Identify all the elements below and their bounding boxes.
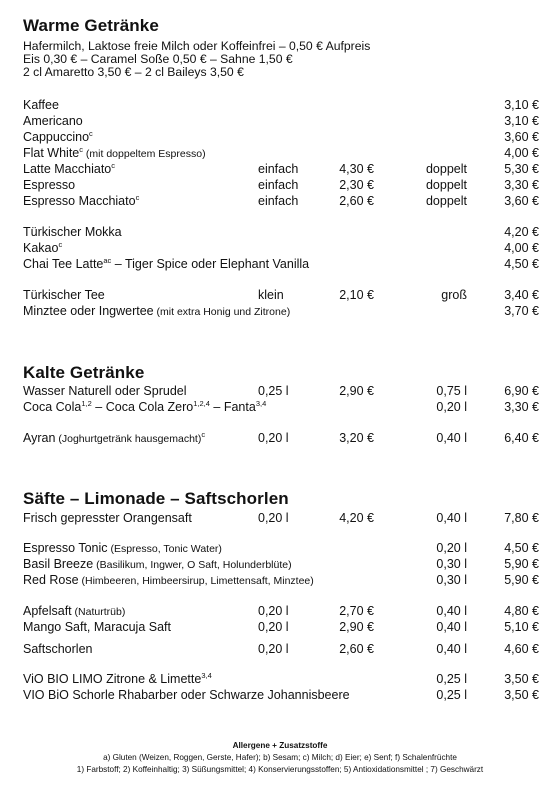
size-large: 0,25 l (436, 672, 467, 686)
item-name: Minztee oder Ingwertee (mit extra Honig und Zitrone) (23, 304, 291, 318)
item-description: (mit doppeltem Espresso) (83, 148, 206, 160)
item-name: Wasser Naturell oder Sprudel (23, 384, 187, 398)
section-title-warm: Warme Getränke (23, 16, 159, 35)
item-name: Latte Macchiato$^c$ (23, 161, 115, 176)
menu-item-row (0, 603, 560, 619)
menu-item-row (0, 671, 560, 687)
menu-item-row (0, 287, 560, 303)
item-name: Espresso (23, 178, 76, 192)
item-name: Espresso Tonic (Espresso, Tonic Water) (23, 541, 222, 555)
item-name: Apfelsaft (Naturtrüb) (23, 604, 126, 618)
price: 4,80 € (504, 604, 539, 618)
item-name: Türkischer Mokka (23, 225, 122, 239)
size-small: 0,20 l (258, 511, 289, 525)
item-name: Frisch gepresster Orangensaft (23, 511, 192, 525)
item-name: Espresso Macchiato$^c$ (23, 193, 140, 208)
item-name: Cappuccino$^c$ (23, 129, 93, 144)
allergen-code: 1,2 (81, 399, 92, 408)
price-small: 2,60 € (339, 194, 374, 208)
menu-item-row (0, 240, 560, 256)
size-large: 0,20 l (436, 400, 467, 414)
size-small: klein (258, 288, 284, 302)
price: 3,50 € (504, 672, 539, 686)
item-description: (Joghurtgetränk hausgemacht) (55, 433, 202, 445)
item-name: Kaffee (23, 98, 59, 112)
size-large: doppelt (425, 194, 467, 208)
size-large: 0,40 l (436, 511, 467, 525)
size-large: 0,40 l (436, 604, 467, 618)
price: 7,80 € (504, 511, 539, 525)
intro-line: Hafermilch, Laktose freie Milch oder Koffeinfrei – 0,50 € Aufpreis (23, 39, 371, 53)
size-large: 0,30 l (436, 573, 467, 587)
price: 4,60 € (504, 642, 539, 656)
price-small: 2,30 € (339, 178, 374, 192)
item-name: Flat White$^c$ (mit doppeltem Espresso) (23, 145, 206, 160)
size-large: 0,30 l (436, 557, 467, 571)
price: 6,90 € (504, 384, 539, 398)
menu-item-row (0, 256, 560, 272)
price: 5,30 € (504, 162, 539, 176)
menu-item-row (0, 399, 560, 415)
price-small: 2,60 € (339, 642, 374, 656)
menu-item-row (0, 641, 560, 657)
price-small: 4,20 € (339, 511, 374, 525)
size-large: 0,40 l (436, 642, 467, 656)
size-small: 0,20 l (258, 642, 289, 656)
price-small: 2,70 € (339, 604, 374, 618)
size-small: einfach (258, 162, 299, 176)
item-description: (Basilikum, Ingwer, O Saft, Holunderblüte) (93, 559, 292, 571)
price: 3,40 € (504, 288, 539, 302)
price: 5,10 € (504, 620, 539, 634)
size-large: 0,20 l (436, 541, 467, 555)
item-description: (Naturtrüb) (71, 606, 126, 618)
price: 3,30 € (504, 400, 539, 414)
size-small: 0,20 l (258, 604, 289, 618)
allergen-code: c (79, 145, 84, 154)
size-small: 0,20 l (258, 620, 289, 634)
price: 6,40 € (504, 431, 539, 445)
price: 3,70 € (504, 304, 539, 318)
price-small: 2,90 € (339, 620, 374, 634)
price: 3,60 € (504, 194, 539, 208)
warm-intro (23, 40, 370, 79)
price-small: 2,90 € (339, 384, 374, 398)
size-large: 0,25 l (436, 688, 467, 702)
item-name: Mango Saft, Maracuja Saft (23, 620, 171, 634)
menu-item-row (0, 193, 560, 209)
price: 5,90 € (504, 557, 539, 571)
menu-item-row (0, 556, 560, 572)
intro-line: 2 cl Amaretto 3,50 € – 2 cl Baileys 3,50 € (23, 65, 244, 79)
item-name: Türkischer Tee (23, 288, 105, 302)
size-large: doppelt (425, 178, 467, 192)
item-description: (mit extra Honig und Zitrone) (153, 306, 291, 318)
menu-item-row (0, 177, 560, 193)
price: 4,50 € (504, 257, 539, 271)
price-small: 3,20 € (339, 431, 374, 445)
menu-item-row (0, 572, 560, 588)
item-name: Coca Cola$^{1,2}$ – Coca Cola Zero$^{1,2,4}$ – Fanta$^{3,4}$ (23, 399, 267, 414)
allergen-code: c (111, 161, 115, 170)
section-title-juice: Säfte – Limonade – Saftschorlen (23, 489, 289, 508)
item-name: Ayran (Joghurtgetränk hausgemacht)$^c$ (23, 430, 206, 445)
menu-item-row (0, 383, 560, 399)
menu-item-row (0, 687, 560, 703)
allergen-footer (0, 740, 560, 776)
menu-item-row (0, 430, 560, 446)
allergen-code: c (201, 430, 206, 439)
item-name: Chai Tee Latte$^{ac}$ – Tiger Spice oder Elephant Vanilla (23, 256, 310, 271)
footer-allergens: a) Gluten (Weizen, Roggen, Gerste, Hafer); b) Sesam; c) Milch; d) Eier; e) Senf; f) Schalenfrüchte (103, 753, 457, 762)
menu-item-row (0, 161, 560, 177)
allergen-code: c (58, 240, 63, 249)
price: 5,90 € (504, 573, 539, 587)
size-large: groß (441, 288, 467, 302)
menu-item-row (0, 540, 560, 556)
item-name: Red Rose (Himbeeren, Himbeersirup, Limettensaft, Minztee) (23, 573, 314, 587)
menu-item-row (0, 145, 560, 161)
price: 3,50 € (504, 688, 539, 702)
menu-item-row (0, 303, 560, 319)
allergen-code: 3,4 (255, 399, 267, 408)
allergen-code: c (89, 129, 93, 138)
item-name: Kakao$^c$ (23, 240, 63, 255)
price: 4,50 € (504, 541, 539, 555)
intro-line: Eis 0,30 € – Caramel Soße 0,50 € – Sahne 1,50 € (23, 52, 293, 66)
allergen-code: ac (103, 256, 112, 265)
item-description: (Himbeeren, Himbeersirup, Limettensaft, Minztee) (78, 575, 314, 587)
menu-item-row (0, 510, 560, 526)
footer-additives: 1) Farbstoff; 2) Koffeinhaltig; 3) Süßungsmittel; 4) Konservierungsstoffen; 5) Antioxidationsmittel ; 7) Geschwärzt (76, 765, 484, 774)
size-small: 0,20 l (258, 431, 289, 445)
allergen-code: 3,4 (201, 671, 212, 680)
size-small: 0,25 l (258, 384, 289, 398)
item-name: Basil Breeze (Basilikum, Ingwer, O Saft, Holunderblüte) (23, 557, 292, 571)
price: 3,60 € (504, 130, 539, 144)
menu-item-row (0, 224, 560, 240)
price-small: 4,30 € (339, 162, 374, 176)
size-small: einfach (258, 194, 299, 208)
menu-item-row (0, 97, 560, 113)
item-name: VIO BiO Schorle Rhabarber oder Schwarze Johannisbeere (23, 688, 350, 702)
allergen-code: 1,2,4 (193, 399, 210, 408)
price-small: 2,10 € (339, 288, 374, 302)
footer-title: Allergene + Zusatzstoffe (232, 741, 328, 750)
item-name: ViO BIO LIMO Zitrone & Limette$^{3,4}$ (23, 671, 212, 686)
item-description: (Espresso, Tonic Water) (107, 543, 222, 555)
section-title-cold: Kalte Getränke (23, 363, 145, 382)
price: 3,30 € (504, 178, 539, 192)
size-large: 0,75 l (436, 384, 467, 398)
price: 3,10 € (504, 98, 539, 112)
size-large: doppelt (425, 162, 467, 176)
price: 4,00 € (504, 241, 539, 255)
price: 3,10 € (504, 114, 539, 128)
menu-item-row (0, 619, 560, 635)
item-name: Americano (23, 114, 83, 128)
item-name: Saftschorlen (23, 642, 93, 656)
menu-item-row (0, 113, 560, 129)
price: 4,20 € (504, 225, 539, 239)
size-large: 0,40 l (436, 431, 467, 445)
size-large: 0,40 l (436, 620, 467, 634)
size-small: einfach (258, 178, 299, 192)
menu-item-row (0, 129, 560, 145)
allergen-code: c (135, 193, 140, 202)
price: 4,00 € (504, 146, 539, 160)
